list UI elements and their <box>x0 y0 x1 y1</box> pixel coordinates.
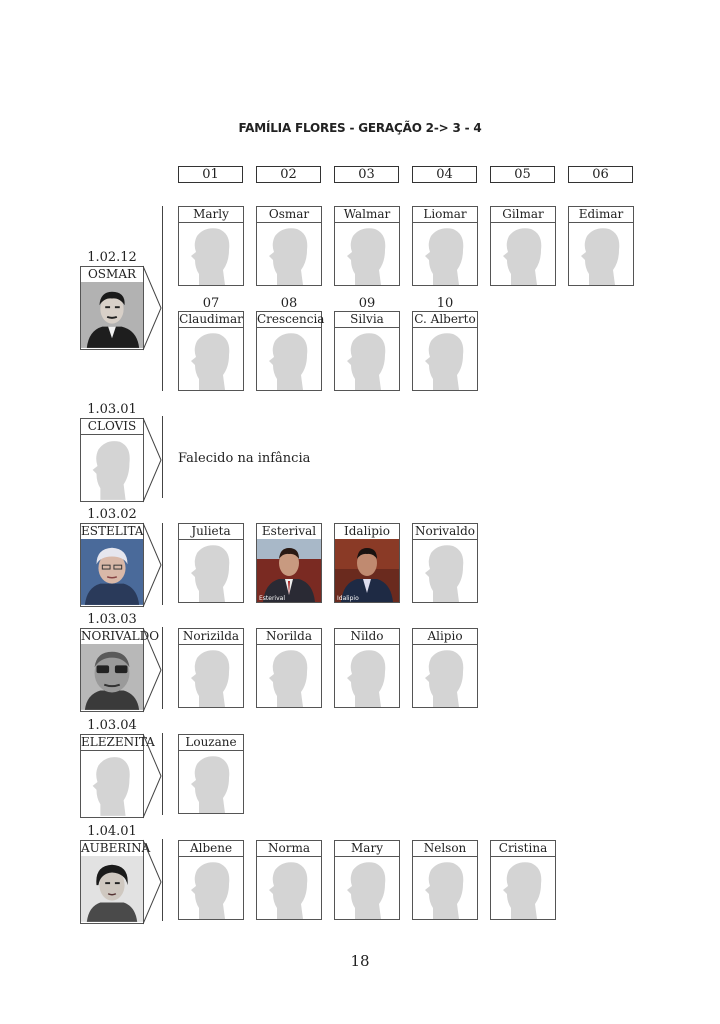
child-card <box>334 840 400 920</box>
child-name: Cristina <box>491 841 555 857</box>
silhouette-placeholder <box>335 644 399 707</box>
silhouette-placeholder <box>413 327 477 390</box>
child-name: Esterival <box>257 524 321 540</box>
parent-card <box>80 628 160 712</box>
silhouette-placeholder <box>257 856 321 919</box>
parent-code: 1.03.02 <box>87 507 137 522</box>
silhouette-placeholder <box>179 327 243 390</box>
column-number: 03 <box>334 166 399 183</box>
parent-photo <box>81 282 143 349</box>
child-card <box>334 628 400 708</box>
child-card <box>256 311 325 391</box>
parent-code: 1.03.01 <box>87 402 137 417</box>
child-name: Norma <box>257 841 321 857</box>
parent-card <box>80 418 144 502</box>
silhouette-placeholder <box>413 222 477 285</box>
silhouette-placeholder <box>335 327 399 390</box>
child-name: Norilda <box>257 629 321 645</box>
silhouette-placeholder <box>179 222 243 285</box>
child-card <box>256 628 322 708</box>
child-name: Alipio <box>413 629 477 645</box>
child-card <box>412 523 478 603</box>
child-name: C. Alberto <box>414 312 476 326</box>
child-card <box>490 840 556 920</box>
child-name: Mary <box>335 841 399 857</box>
child-card <box>178 734 244 814</box>
bracket-arrow <box>143 523 163 607</box>
child-name: Idalipio <box>335 524 399 540</box>
child-name: Norivaldo <box>413 524 477 540</box>
child-name: Claudimar <box>179 312 243 326</box>
silhouette-placeholder <box>257 222 321 285</box>
child-photo <box>335 539 399 602</box>
child-name: Walmar <box>335 207 399 223</box>
child-name: Julieta <box>179 524 243 540</box>
child-number: 10 <box>436 296 454 311</box>
child-photo <box>257 539 321 602</box>
bracket-arrow <box>143 628 163 712</box>
silhouette-placeholder <box>179 539 243 602</box>
note-text: Falecido na infância <box>178 451 311 466</box>
child-card <box>256 840 322 920</box>
column-number: 01 <box>178 166 243 183</box>
silhouette-placeholder <box>413 856 477 919</box>
parent-card <box>80 840 151 924</box>
parent-name: NORIVALDO <box>81 629 160 643</box>
child-card <box>334 206 400 286</box>
column-number: 04 <box>412 166 477 183</box>
child-number: 09 <box>358 296 376 311</box>
bracket-arrow <box>143 734 163 818</box>
child-card <box>334 311 400 391</box>
child-name: Crescencia <box>257 312 325 326</box>
parent-photo <box>81 856 143 923</box>
child-name: Gilmar <box>491 207 555 223</box>
silhouette-placeholder <box>179 644 243 707</box>
parent-name: CLOVIS <box>81 419 143 435</box>
parent-code: 1.04.01 <box>87 824 137 839</box>
child-card <box>412 840 478 920</box>
parent-card <box>80 266 144 350</box>
child-name: Silvia <box>335 312 399 328</box>
silhouette-placeholder <box>335 222 399 285</box>
silhouette-placeholder <box>335 856 399 919</box>
parent-name: ELEZENITA <box>81 735 155 749</box>
bracket-arrow <box>143 418 163 502</box>
parent-name: AUBERINA <box>81 841 151 855</box>
silhouette-placeholder <box>491 856 555 919</box>
bracket-arrow <box>143 840 163 924</box>
parent-card <box>80 523 144 607</box>
child-card <box>568 206 634 286</box>
silhouette-placeholder <box>257 327 321 390</box>
parent-card <box>80 734 155 818</box>
child-card <box>412 628 478 708</box>
child-card <box>256 523 322 603</box>
child-card <box>178 628 244 708</box>
child-name: Marly <box>179 207 243 223</box>
bracket-arrow <box>143 266 163 350</box>
child-name: Osmar <box>257 207 321 223</box>
page-title: FAMÍLIA FLORES - GERAÇÃO 2-> 3 - 4 <box>238 121 482 135</box>
child-card <box>178 206 244 286</box>
child-card <box>256 206 322 286</box>
child-card <box>412 206 478 286</box>
child-number: 08 <box>280 296 298 311</box>
parent-name: OSMAR <box>81 267 143 283</box>
child-number: 07 <box>202 296 220 311</box>
child-name: Liomar <box>413 207 477 223</box>
column-number: 06 <box>568 166 633 183</box>
silhouette-placeholder <box>81 750 143 817</box>
parent-photo <box>81 644 143 711</box>
parent-photo <box>81 539 143 606</box>
child-name: Louzane <box>179 735 243 751</box>
silhouette-placeholder <box>413 539 477 602</box>
silhouette-placeholder <box>413 644 477 707</box>
page-number: 18 <box>350 952 370 970</box>
silhouette-placeholder <box>257 644 321 707</box>
photo-caption: Idalipio <box>337 595 359 602</box>
column-number: 02 <box>256 166 321 183</box>
parent-name: ESTELITA <box>81 524 144 538</box>
parent-code: 1.03.04 <box>87 718 137 733</box>
silhouette-placeholder <box>491 222 555 285</box>
silhouette-placeholder <box>569 222 633 285</box>
child-name: Nildo <box>335 629 399 645</box>
child-name: Edimar <box>569 207 633 223</box>
silhouette-placeholder <box>179 750 243 813</box>
child-card <box>178 840 244 920</box>
silhouette-placeholder <box>179 856 243 919</box>
child-card <box>490 206 556 286</box>
photo-caption: Esterival <box>259 595 285 602</box>
child-card <box>178 311 244 391</box>
silhouette-placeholder <box>81 434 143 501</box>
child-card <box>334 523 400 603</box>
child-card <box>178 523 244 603</box>
child-name: Albene <box>179 841 243 857</box>
parent-code: 1.03.03 <box>87 612 137 627</box>
child-name: Nelson <box>413 841 477 857</box>
column-number: 05 <box>490 166 555 183</box>
parent-code: 1.02.12 <box>87 250 137 265</box>
child-name: Norizilda <box>179 629 243 645</box>
child-card <box>412 311 478 391</box>
